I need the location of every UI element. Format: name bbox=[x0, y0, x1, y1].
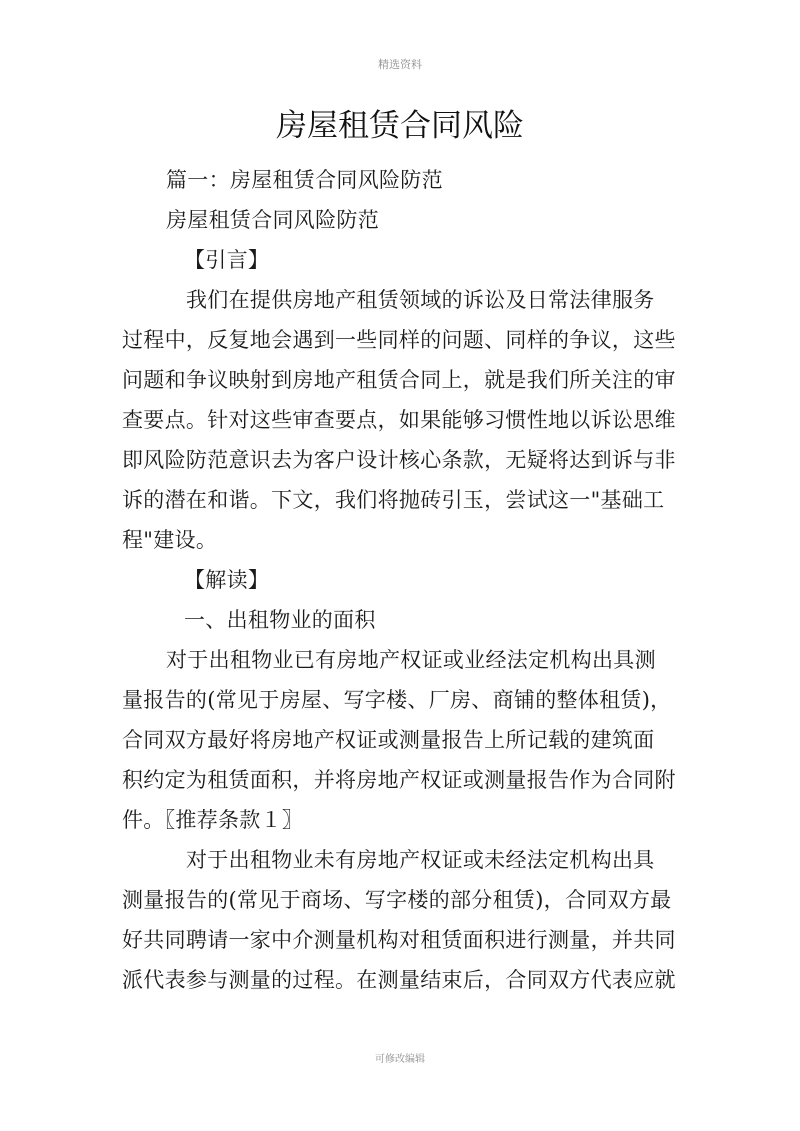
heading-part-one: 篇一：房屋租赁合同风险防范 bbox=[166, 168, 443, 192]
para1-line: 积约定为租赁面积，并将房地产权证或测量报告作为合同附 bbox=[122, 768, 676, 792]
subheading-area: 一、出租物业的面积 bbox=[184, 608, 376, 632]
intro-line: 程"建设。 bbox=[122, 528, 218, 552]
para1-line: 量报告的(常见于房屋、写字楼、厂房、商铺的整体租赁)， bbox=[122, 688, 672, 712]
para1-line: 件。〖推荐条款１〗 bbox=[122, 808, 304, 832]
intro-paragraph bbox=[122, 280, 692, 560]
para2-line: 派代表参与测量的过程。在测量结束后，合同双方代表应就 bbox=[122, 968, 676, 992]
para2-line: 对于出租物业未有房地产权证或未经法定机构出具 bbox=[186, 848, 655, 872]
intro-line: 查要点。针对这些审查要点，如果能够习惯性地以诉讼思维 bbox=[122, 408, 676, 432]
section-interpret-label: 【解读】 bbox=[184, 568, 270, 592]
para2-line: 测量报告的(常见于商场、写字楼的部分租赁)，合同双方最 bbox=[122, 888, 672, 912]
para1-line: 对于出租物业已有房地产权证或业经法定机构出具测 bbox=[166, 648, 656, 672]
intro-line: 我们在提供房地产租赁领域的诉讼及日常法律服务 bbox=[186, 288, 655, 312]
intro-line: 问题和争议映射到房地产租赁合同上，就是我们所关注的审 bbox=[122, 368, 676, 392]
page-footer: 可修改编辑 bbox=[375, 1054, 425, 1065]
area-paragraph-1 bbox=[122, 640, 692, 840]
intro-line: 即风险防范意识去为客户设计核心条款，无疑将达到诉与非 bbox=[122, 448, 676, 472]
intro-line: 诉的潜在和谐。下文，我们将抛砖引玉，尝试这一"基础工 bbox=[122, 488, 665, 512]
para2-line: 好共同聘请一家中介测量机构对租赁面积进行测量，并共同 bbox=[122, 928, 676, 952]
para1-line: 合同双方最好将房地产权证或测量报告上所记载的建筑面 bbox=[122, 728, 655, 752]
heading-subtitle: 房屋租赁合同风险防范 bbox=[166, 208, 379, 232]
intro-line: 过程中，反复地会遇到一些同样的问题、同样的争议，这些 bbox=[122, 328, 676, 352]
section-intro-label: 【引言】 bbox=[184, 248, 270, 272]
page-header: 精选资料 bbox=[378, 58, 422, 71]
document-title: 房屋租赁合同风险 bbox=[276, 108, 524, 144]
document-body bbox=[122, 160, 692, 1000]
area-paragraph-2 bbox=[122, 840, 692, 1000]
